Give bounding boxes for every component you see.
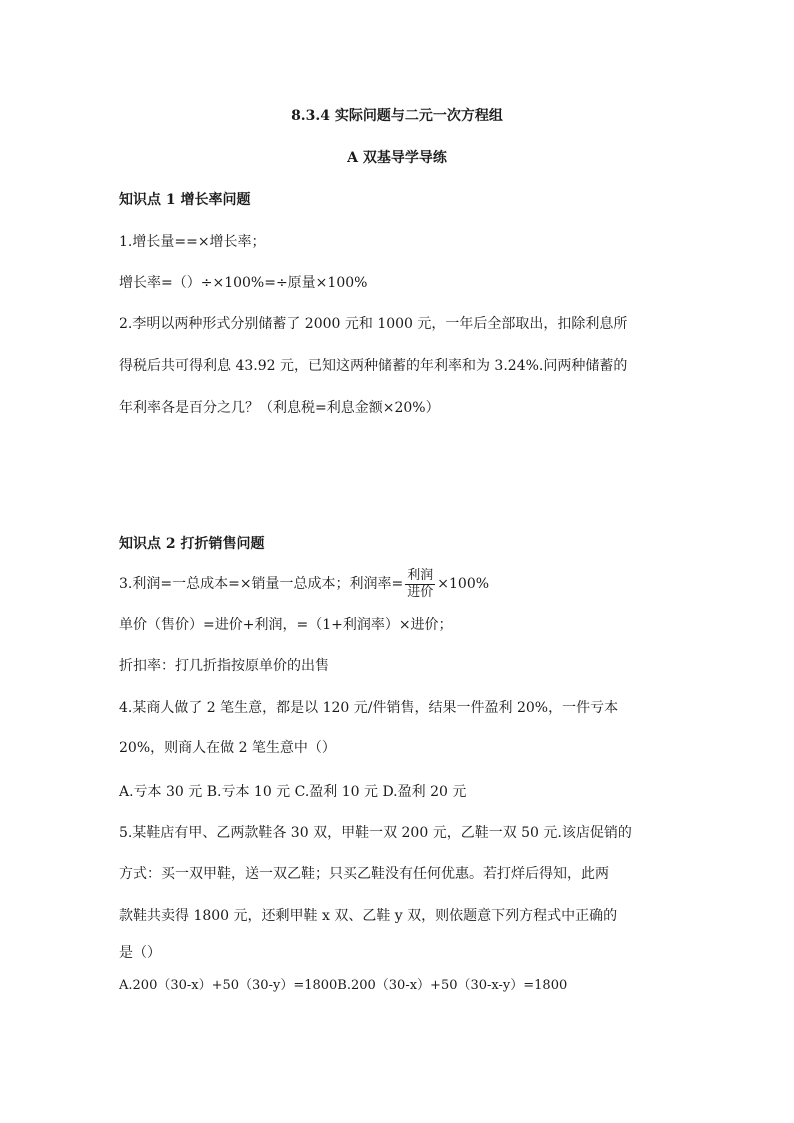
question-5-options: A.200（30-x）+50（30-y）=1800B.200（30-x）+50（30-x-y）=1800 <box>119 978 568 993</box>
profit-line-suffix: ×100% <box>437 576 490 592</box>
question-5-line: 5.某鞋店有甲、乙两款鞋各 30 双，甲鞋一双 200 元，乙鞋一双 50 元.该店促销的 <box>119 825 632 841</box>
question-4-line: 20%，则商人在做 2 笔生意中（） <box>119 740 336 756</box>
document-subtitle: A 双基导学导练 <box>347 150 447 166</box>
question-4-line: 4.某商人做了 2 笔生意，都是以 120 元/件销售，结果一件盈利 20%，一件亏本 <box>119 700 619 716</box>
question-5-line: 款鞋共卖得 1800 元，还剩甲鞋 x 双、乙鞋 y 双，则依题意下列方程式中正确的 <box>119 908 618 924</box>
profit-formula-line <box>119 567 489 601</box>
question-5-line: 是（） <box>119 945 161 961</box>
section-2-heading: 知识点 2 打折销售问题 <box>119 536 265 552</box>
document-title: 8.3.4 实际问题与二元一次方程组 <box>291 108 503 124</box>
section-1-heading: 知识点 1 增长率问题 <box>119 192 251 208</box>
fraction-numerator: 利润 <box>407 567 434 583</box>
question-2-line: 得税后共可得利息 43.92 元，已知这两种储蓄的年利率和为 3.24%.问两种储蓄的 <box>119 358 628 374</box>
question-4-options: A.亏本 30 元 B.亏本 10 元 C.盈利 10 元 D.盈利 20 元 <box>119 784 467 800</box>
profit-line-prefix: 3.利润=一总成本=×销量一总成本；利润率= <box>119 576 404 592</box>
question-5-line: 方式：买一双甲鞋，送一双乙鞋；只买乙鞋没有任何优惠。若打烊后得知，此两 <box>119 866 609 882</box>
section-1-line: 1.增长量==×增长率； <box>119 234 266 250</box>
profit-rate-fraction <box>405 568 435 601</box>
section-1-line: 增长率=（）÷×100%=÷原量×100% <box>119 275 368 291</box>
section-2-line: 折扣率：打几折指按原单价的出售 <box>119 658 329 674</box>
fraction-denominator: 进价 <box>407 584 434 600</box>
section-2-line: 单价（售价）=进价+利润，=（1+利润率）×进价； <box>119 617 453 633</box>
question-2-line: 年利率各是百分之几？（利息税=利息金额×20%） <box>119 400 440 416</box>
question-2-line: 2.李明以两种形式分别储蓄了 2000 元和 1000 元，一年后全部取出，扣除利息所 <box>119 316 628 332</box>
